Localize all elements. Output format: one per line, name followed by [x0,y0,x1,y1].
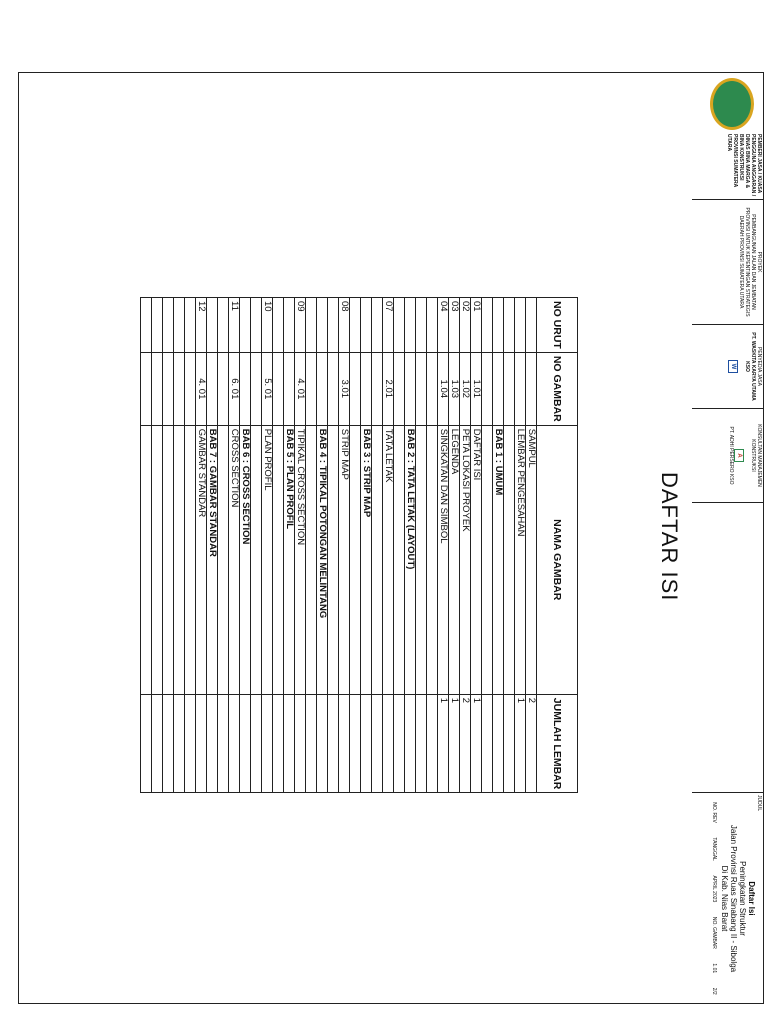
cell-jumlah-lembar [427,694,438,793]
title-block [692,72,764,1004]
project-cell [692,200,764,325]
cell-no-gambar [240,352,251,425]
cell-jumlah-lembar [339,694,350,793]
table-row [273,298,284,793]
contractor-label: PENYEDIA JASA [756,347,762,386]
cell-no-gambar [526,352,537,425]
cell-nama-gambar [416,425,427,694]
cell-no-gambar: 1.01 [471,352,482,425]
cell-nama-gambar [273,425,284,694]
cell-nama-gambar: PLAN PROFIL [262,425,273,694]
cell-nama-gambar [163,425,174,694]
cell-no-gambar [504,352,515,425]
table-row [361,298,372,793]
cell-no-urut [218,298,229,353]
cell-jumlah-lembar: 2 [460,694,471,793]
cell-jumlah-lembar [273,694,284,793]
cell-jumlah-lembar: 1 [438,694,449,793]
cell-jumlah-lembar [152,694,163,793]
cell-jumlah-lembar [416,694,427,793]
cell-nama-gambar: GAMBAR STANDAR [196,425,207,694]
cell-no-urut [152,298,163,353]
cell-jumlah-lembar [482,694,493,793]
cell-no-gambar: 6. 01 [229,352,240,425]
cell-no-urut [515,298,526,353]
cell-nama-gambar [306,425,317,694]
table-row [152,298,163,793]
cell-no-gambar [394,352,405,425]
cell-nama-gambar [427,425,438,694]
cell-nama-gambar [394,425,405,694]
cell-no-gambar [141,352,152,425]
cell-no-urut [372,298,383,353]
cell-nama-gambar [141,425,152,694]
table-row [317,298,328,793]
table-row [207,298,218,793]
cell-jumlah-lembar [174,694,185,793]
cell-jumlah-lembar [295,694,306,793]
cell-nama-gambar [251,425,262,694]
cell-nama-gambar: SAMPUL [526,425,537,694]
cell-nama-gambar [185,425,196,694]
cell-no-urut [174,298,185,353]
cell-no-gambar [328,352,339,425]
owner-cell [692,72,764,200]
cell-nama-gambar: BAB 5 : PLAN PROFIL [284,425,295,694]
cell-jumlah-lembar [262,694,273,793]
cell-jumlah-lembar [350,694,361,793]
table-row [460,298,471,793]
cell-jumlah-lembar [196,694,207,793]
no-gambar-value: 1.01 [711,963,717,974]
cell-jumlah-lembar [361,694,372,793]
cell-jumlah-lembar [493,694,504,793]
cell-nama-gambar [328,425,339,694]
cell-nama-gambar [372,425,383,694]
drawing-subtitle-3: Di Kab. Nias Barat [720,865,729,932]
cell-no-gambar [185,352,196,425]
cell-no-gambar [416,352,427,425]
cell-no-gambar [372,352,383,425]
table-row [295,298,306,793]
consultant-name: PT. ADHI PERSERO KSO [728,426,734,485]
cell-no-gambar [152,352,163,425]
header-no-gambar: NO GAMBAR [537,352,578,425]
cell-no-urut [405,298,416,353]
tanggal-value: APRIL 2023 [711,875,717,903]
table-row [306,298,317,793]
cell-nama-gambar: TIPIKAL CROSS SECTION [295,425,306,694]
table-row [471,298,482,793]
cell-no-urut: 04 [438,298,449,353]
cell-no-gambar [317,352,328,425]
cell-nama-gambar: CROSS SECTION [229,425,240,694]
cell-nama-gambar: BAB 4 : TIPIKAL POTONGAN MELINTANG [317,425,328,694]
cell-no-urut: 02 [460,298,471,353]
table-row [504,298,515,793]
drawing-subtitle-2: Jalan Provinsi Ruas Sinabang II - Sibolga [729,824,738,973]
table-row [526,298,537,793]
table-row [405,298,416,793]
cell-jumlah-lembar [284,694,295,793]
cell-no-urut [141,298,152,353]
cell-no-gambar: 4. 01 [196,352,207,425]
tanggal-label: TANGGAL [711,837,717,861]
table-row [251,298,262,793]
table-row [449,298,460,793]
table-row [372,298,383,793]
cell-jumlah-lembar [141,694,152,793]
cell-jumlah-lembar [383,694,394,793]
cell-no-urut [163,298,174,353]
cell-no-gambar [163,352,174,425]
cell-no-gambar: 1.03 [449,352,460,425]
header-jumlah-lembar: JUMLAH LEMBAR [537,694,578,793]
cell-jumlah-lembar [240,694,251,793]
no-gambar-label: NO. GAMBAR [711,916,717,949]
cell-no-gambar [405,352,416,425]
cell-jumlah-lembar [317,694,328,793]
table-row [416,298,427,793]
cell-jumlah-lembar: 2 [526,694,537,793]
cell-no-urut [482,298,493,353]
cell-nama-gambar: BAB 7 : GAMBAR STANDAR [207,425,218,694]
table-row [394,298,405,793]
no-rev-label: NO. REV [711,802,717,823]
cell-jumlah-lembar [218,694,229,793]
cell-nama-gambar: TATA LETAK [383,425,394,694]
cell-no-urut [427,298,438,353]
table-row [339,298,350,793]
cell-nama-gambar: BAB 1 : UMUM [493,425,504,694]
cell-no-urut [240,298,251,353]
cell-jumlah-lembar [372,694,383,793]
project-text: PEMBANGUNAN JALAN DAN JEMBATAN PROVINSI UNTUK KEPENTINGAN STRATEGIS DAERAH PROVINSI SUMATERA UTARA [738,207,756,317]
header-nama-gambar: NAMA GAMBAR [537,425,578,694]
header-no-urut: NO URUT [537,298,578,353]
cell-no-urut [394,298,405,353]
cell-jumlah-lembar [306,694,317,793]
table-row [482,298,493,793]
cell-no-gambar [361,352,372,425]
cell-nama-gambar: LEGENDA [449,425,460,694]
table-row [427,298,438,793]
cell-no-gambar [284,352,295,425]
cell-no-urut: 07 [383,298,394,353]
cell-jumlah-lembar [207,694,218,793]
owner-text: PEMBERI JASA / KUASA PENGGUNA ANGGARAN / DINAS BINA MARGA & BINA KONSTRUKSI PROVINSI SUMATERA UTARA [726,134,762,197]
cell-no-urut: 01 [471,298,482,353]
cell-no-gambar [482,352,493,425]
consultant-cell [692,409,764,503]
cell-jumlah-lembar [328,694,339,793]
table-row [163,298,174,793]
table-row [262,298,273,793]
cell-jumlah-lembar [405,694,416,793]
cell-nama-gambar: BAB 2 : TATA LETAK (LAYOUT) [405,425,416,694]
cell-nama-gambar [350,425,361,694]
table-row [218,298,229,793]
page-title: DAFTAR ISI [657,472,682,602]
cell-no-gambar [493,352,504,425]
cell-jumlah-lembar: 1 [515,694,526,793]
cell-no-urut [317,298,328,353]
cell-no-urut: 12 [196,298,207,353]
cell-no-gambar: 2.01 [383,352,394,425]
cell-no-urut: 03 [449,298,460,353]
table-row [240,298,251,793]
adhi-logo-icon: A [734,449,744,461]
cell-no-urut [350,298,361,353]
cell-jumlah-lembar [163,694,174,793]
provincial-emblem-icon [710,78,754,130]
cell-no-urut [185,298,196,353]
cell-no-urut [504,298,515,353]
table-row [141,298,152,793]
cell-no-urut: 08 [339,298,350,353]
cell-no-gambar: 4. 01 [295,352,306,425]
cell-jumlah-lembar [229,694,240,793]
table-row [185,298,196,793]
table-row [383,298,394,793]
cell-jumlah-lembar [504,694,515,793]
table-row [493,298,504,793]
cell-no-gambar: 1.04 [438,352,449,425]
cell-no-gambar [251,352,262,425]
cell-no-gambar [306,352,317,425]
cell-no-gambar: 1.02 [460,352,471,425]
main-content [18,72,690,1004]
project-label: PROYEK [756,251,762,273]
table-row [515,298,526,793]
cell-nama-gambar: PETA LOKASI PROYEK [460,425,471,694]
drawing-title: Daftar Isi [747,881,756,916]
cell-jumlah-lembar [185,694,196,793]
cell-no-urut [284,298,295,353]
cell-no-gambar [427,352,438,425]
cell-no-urut [328,298,339,353]
cell-no-gambar [218,352,229,425]
cell-jumlah-lembar: 1 [471,694,482,793]
cell-no-urut: 09 [295,298,306,353]
judul-label: JUDUL [756,795,762,812]
cell-nama-gambar: SINGKATAN DAN SIMBOL [438,425,449,694]
drawing-subtitle-1: Peningkatan Struktur [738,861,747,936]
table-header-row [537,298,578,793]
cell-nama-gambar: BAB 6 : CROSS SECTION [240,425,251,694]
cell-no-gambar [273,352,284,425]
toc-table [140,297,578,793]
cell-no-urut [273,298,284,353]
signature-cell [692,503,764,793]
cell-no-urut [416,298,427,353]
cell-jumlah-lembar: 1 [449,694,460,793]
cell-no-urut: 11 [229,298,240,353]
cell-no-gambar [207,352,218,425]
table-row [196,298,207,793]
table-row [229,298,240,793]
cell-no-urut [361,298,372,353]
cell-no-urut: 10 [262,298,273,353]
drawing-title-cell [692,793,764,1004]
cell-no-gambar: 5. 01 [262,352,273,425]
cell-nama-gambar [482,425,493,694]
cell-no-gambar [515,352,526,425]
contractor-cell [692,325,764,409]
cell-no-gambar: 3.01 [339,352,350,425]
cell-nama-gambar: STRIP MAP [339,425,350,694]
cell-no-urut [207,298,218,353]
cell-nama-gambar: BAB 3 : STRIP MAP [361,425,372,694]
table-row [350,298,361,793]
cell-nama-gambar [174,425,185,694]
consultant-label: KONSULTAN MANAJEMEN KONSTRUKSI [750,424,762,487]
cell-jumlah-lembar [251,694,262,793]
cell-no-urut [526,298,537,353]
cell-no-urut [493,298,504,353]
cell-nama-gambar [152,425,163,694]
halaman-value: 2/2 [711,987,717,995]
cell-nama-gambar [504,425,515,694]
cell-jumlah-lembar [394,694,405,793]
cell-nama-gambar [218,425,229,694]
cell-no-urut [251,298,262,353]
cell-no-gambar [350,352,361,425]
table-row [438,298,449,793]
cell-nama-gambar: LEMBAR PENGESAHAN [515,425,526,694]
table-row [328,298,339,793]
table-row [284,298,295,793]
cell-nama-gambar: DAFTAR ISI [471,425,482,694]
cell-no-gambar [174,352,185,425]
cell-no-urut [306,298,317,353]
table-row [174,298,185,793]
waskita-logo-icon: W [728,360,738,374]
contractor-name: PT. WASKITA KARYA UTAMA KSO [744,332,756,401]
